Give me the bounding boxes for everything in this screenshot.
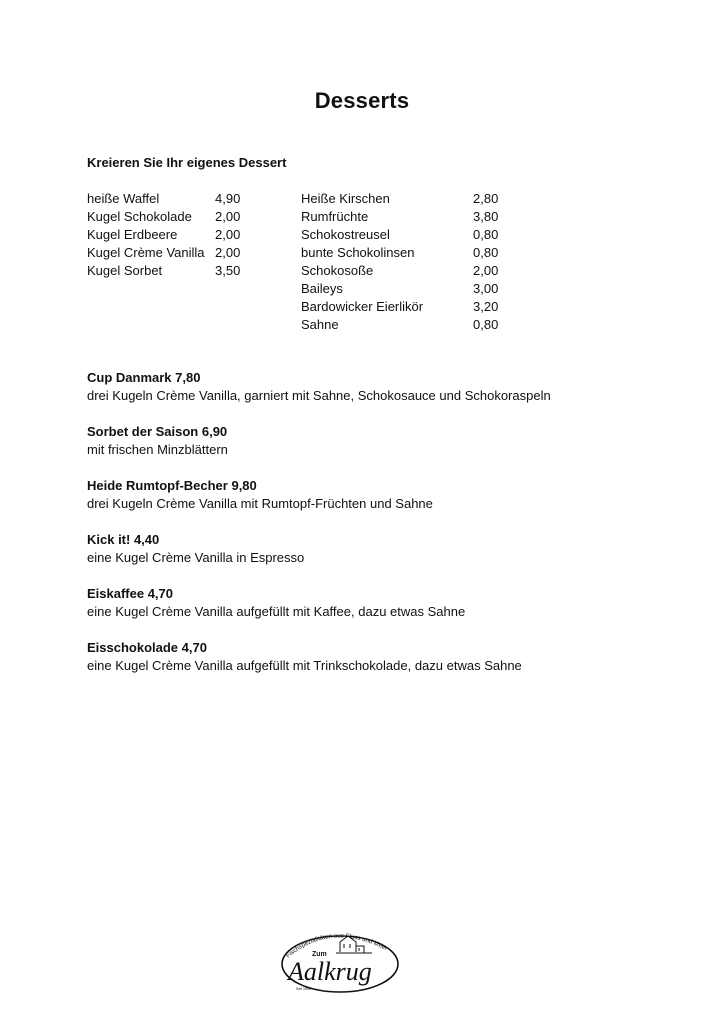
- list-item: [301, 280, 521, 298]
- offer-heading: Cup Danmark 7,80: [87, 370, 201, 385]
- offer-description: drei Kugeln Crème Vanilla, garniert mit Sahne, Schokosauce und Schokoraspeln: [87, 388, 551, 403]
- offer-description: eine Kugel Crème Vanilla aufgefüllt mit Kaffee, dazu etwas Sahne: [87, 604, 466, 619]
- logo-name: Aalkrug: [288, 957, 372, 986]
- offer-item: [87, 369, 687, 423]
- offer-description: eine Kugel Crème Vanilla aufgefüllt mit Trinkschokolade, dazu etwas Sahne: [87, 658, 522, 673]
- item-name: Kugel Sorbet: [87, 263, 163, 278]
- list-item: [301, 298, 521, 316]
- item-price: 0,80: [473, 245, 499, 260]
- item-name: Baileys: [301, 281, 343, 296]
- list-item: [301, 226, 521, 244]
- logo-arc-text: Fischspezialitäten aus Fluss und Meer: [284, 932, 389, 960]
- right-price-list: [301, 190, 521, 334]
- item-name: Kugel Erdbeere: [87, 227, 178, 242]
- list-item: [87, 262, 267, 280]
- offer-item: [87, 423, 687, 477]
- offer-description: mit frischen Minzblättern: [87, 442, 228, 457]
- list-item: [87, 226, 267, 244]
- list-item: [301, 208, 521, 226]
- item-price: 3,20: [473, 299, 499, 314]
- offer-item: [87, 585, 687, 639]
- item-price: 3,80: [473, 209, 499, 224]
- list-item: [87, 190, 267, 208]
- item-price: 2,00: [215, 209, 241, 224]
- section-subtitle: Kreieren Sie Ihr eigenes Dessert: [87, 155, 287, 170]
- item-name: Sahne: [301, 317, 339, 332]
- list-item: [87, 208, 267, 226]
- item-price: 0,80: [473, 317, 499, 332]
- item-price: 2,00: [215, 227, 241, 242]
- offer-description: drei Kugeln Crème Vanilla mit Rumtopf-Früchten und Sahne: [87, 496, 433, 511]
- offer-heading: Eiskaffee 4,70: [87, 586, 174, 601]
- item-price: 2,80: [473, 191, 499, 206]
- list-item: [87, 244, 267, 262]
- item-price: 2,00: [473, 263, 499, 278]
- offer-heading: Kick it! 4,40: [87, 532, 160, 547]
- offer-item: [87, 531, 687, 585]
- item-price: 4,90: [215, 191, 241, 206]
- item-name: Heiße Kirschen: [301, 191, 390, 206]
- dessert-offers: [87, 369, 687, 693]
- item-price: 3,50: [215, 263, 241, 278]
- item-price: 3,00: [473, 281, 499, 296]
- offer-heading: Sorbet der Saison 6,90: [87, 424, 228, 439]
- item-name: Kugel Schokolade: [87, 209, 192, 224]
- aalkrug-logo: [276, 922, 404, 998]
- item-price: 0,80: [473, 227, 499, 242]
- item-name: Bardowicker Eierlikör: [301, 299, 424, 314]
- item-name: Kugel Crème Vanilla: [87, 245, 205, 260]
- left-price-list: [87, 190, 267, 280]
- logo-since: Seit 1996: [296, 987, 311, 991]
- item-name: Rumfrüchte: [301, 209, 369, 224]
- offer-description: eine Kugel Crème Vanilla in Espresso: [87, 550, 305, 565]
- item-name: Schokosoße: [301, 263, 374, 278]
- item-name: Schokostreusel: [301, 227, 390, 242]
- list-item: [301, 190, 521, 208]
- page-title: Desserts: [314, 88, 410, 113]
- list-item: [301, 316, 521, 334]
- offer-item: [87, 477, 687, 531]
- offer-heading: Heide Rumtopf-Becher 9,80: [87, 478, 257, 493]
- offer-item: [87, 639, 687, 693]
- item-name: bunte Schokolinsen: [301, 245, 415, 260]
- offer-heading: Eisschokolade 4,70: [87, 640, 207, 655]
- item-price: 2,00: [215, 245, 241, 260]
- list-item: [301, 262, 521, 280]
- item-name: heiße Waffel: [87, 191, 160, 206]
- logo-small-text: Zum: [312, 951, 327, 958]
- list-item: [301, 244, 521, 262]
